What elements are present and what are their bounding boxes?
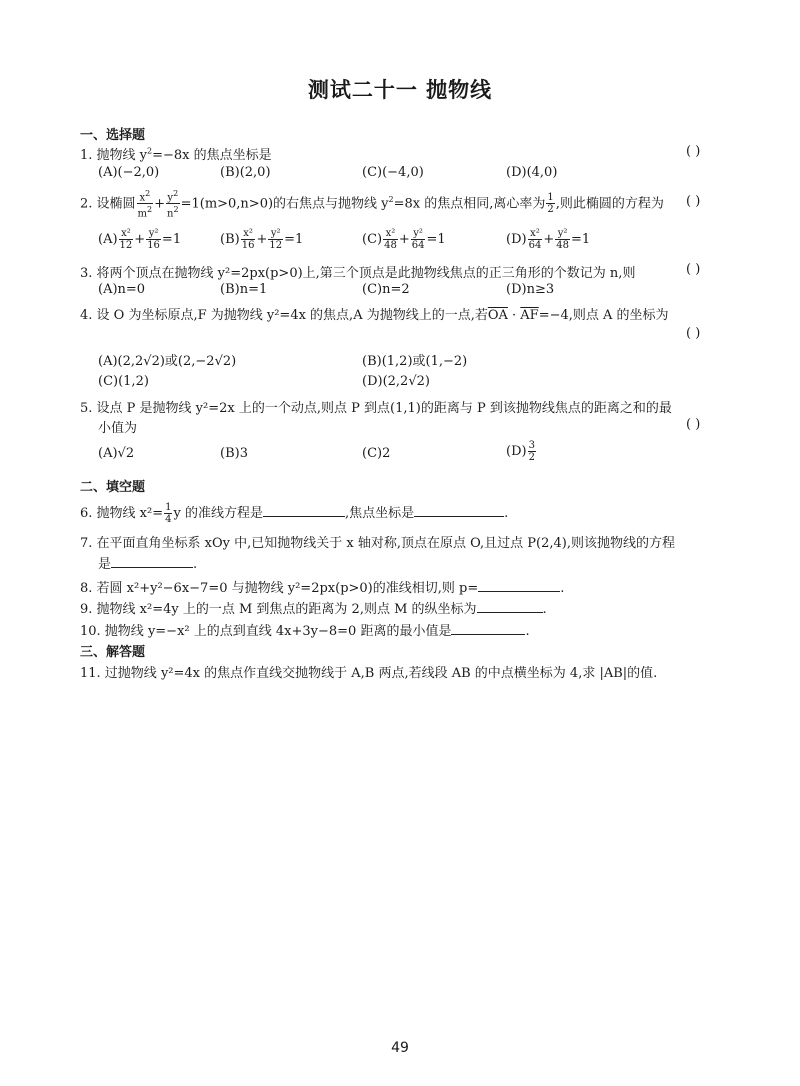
q4-option-d: (D)(2,2√2) bbox=[362, 374, 430, 389]
q6-blank-2[interactable] bbox=[414, 504, 504, 517]
q9-blank[interactable] bbox=[477, 600, 543, 613]
q8-blank[interactable] bbox=[478, 579, 560, 592]
q5-option-a: (A)√2 bbox=[98, 446, 135, 461]
answer-paren-2: ( ) bbox=[686, 194, 701, 209]
question-2-stem: 2. 设椭圆 $\frac{x^2}{m^2}$ + $\frac{y^2}{n^2}$ =1(m>0,n>0)的右焦点与抛物线 $y^2=8x$ 的焦点相同,离心率为 $\frac{1}{2}$ ,则此椭圆的方程为 bbox=[80, 189, 664, 220]
question-8: 8. 若圆 x²+y²−6x−7=0 与抛物线 y²=2px(p>0)的准线相切,则 p= . bbox=[80, 581, 565, 596]
q3-option-c: (C)n=2 bbox=[362, 282, 410, 297]
answer-paren-1: ( ) bbox=[686, 144, 701, 159]
question-6: 6. 抛物线 x²= $\frac{1}{4}$ y 的准线方程是 ,焦点坐标是 . bbox=[80, 502, 509, 525]
q10-blank[interactable] bbox=[451, 622, 525, 635]
question-3-stem: 3. 将两个顶点在抛物线 y²=2px(p>0)上,第三个顶点是此抛物线焦点的正三角形的个数记为 n,则 bbox=[80, 266, 636, 281]
question-5-stem-line-1: 5. 设点 P 是抛物线 y²=2x 上的一个动点,则点 P 到点(1,1)的距离与 P 到该抛物线焦点的距离之和的最 bbox=[80, 401, 672, 416]
section-choice-heading: 一、选择题 bbox=[80, 128, 146, 143]
answer-paren-4: ( ) bbox=[686, 326, 701, 341]
q4-option-a: (A)(2,2√2)或(2,−2√2) bbox=[98, 354, 237, 369]
q7-blank[interactable] bbox=[111, 555, 193, 568]
question-10: 10. 抛物线 y=−x² 上的点到直线 4x+3y−8=0 距离的最小值是 . bbox=[80, 624, 530, 639]
vector-oa: $\overline{OA}$ bbox=[487, 308, 508, 323]
question-7-line-2: 是 . bbox=[98, 557, 198, 572]
answer-paren-3: ( ) bbox=[686, 262, 701, 277]
q5-option-c: (C)2 bbox=[362, 446, 391, 461]
q4-option-b: (B)(1,2)或(1,−2) bbox=[362, 354, 468, 369]
q6-blank-1[interactable] bbox=[263, 504, 345, 517]
q2-option-d: (D) $\frac{\text{x²}}{64}$ + $\frac{\text{y²}}{48}$ =1 bbox=[506, 228, 591, 251]
page-number: 49 bbox=[391, 1040, 409, 1056]
question-7-line-1: 7. 在平面直角坐标系 xOy 中,已知抛物线关于 x 轴对称,顶点在原点 O,且过点 P(2,4),则该抛物线的方程 bbox=[80, 536, 675, 551]
question-9: 9. 抛物线 x²=4y 上的一点 M 到焦点的距离为 2,则点 M 的纵坐标为 . bbox=[80, 602, 547, 617]
q1-option-c: (C)(−4,0) bbox=[362, 165, 424, 180]
q1-option-b: (B)(2,0) bbox=[220, 165, 271, 180]
q3-option-b: (B)n=1 bbox=[220, 282, 268, 297]
section-solve-heading: 三、解答题 bbox=[80, 645, 146, 660]
q1-option-a: (A)(−2,0) bbox=[98, 165, 160, 180]
q3-option-a: (A)n=0 bbox=[98, 282, 146, 297]
q2-option-b: (B) $\frac{\text{x²}}{16}$ + $\frac{\text{y²}}{12}$ =1 bbox=[220, 228, 304, 251]
answer-paren-5: ( ) bbox=[686, 417, 701, 432]
question-11: 11. 过抛物线 y²=4x 的焦点作直线交抛物线于 A,B 两点,若线段 AB 的中点横坐标为 4,求 |AB|的值. bbox=[80, 666, 658, 681]
q3-option-d: (D)n≥3 bbox=[506, 282, 555, 297]
question-1-stem: 1. 抛物线 $y^2=-8x$ 的焦点坐标是 bbox=[80, 146, 272, 163]
q1-option-d: (D)(4,0) bbox=[506, 165, 558, 180]
question-5-stem-line-2: 小值为 bbox=[98, 421, 138, 436]
q2-option-c: (C) $\frac{\text{x²}}{48}$ + $\frac{\text{y²}}{64}$ =1 bbox=[362, 228, 446, 251]
vector-af: $\overline{AF}$ bbox=[520, 308, 539, 323]
q4-option-c: (C)(1,2) bbox=[98, 374, 149, 389]
question-4-stem: 4. 设 O 为坐标原点,F 为抛物线 y²=4x 的焦点,A 为抛物线上的一点,若$\overline{OA} \cdot \overline{AF}=-4$,则点 A 的坐标为 bbox=[80, 308, 669, 323]
q2-option-a: (A) $\frac{\text{x²}}{12}$ + $\frac{\text{y²}}{16}$ =1 bbox=[98, 228, 182, 251]
q5-option-b: (B)3 bbox=[220, 446, 248, 461]
page-title: 测试二十一 抛物线 bbox=[307, 78, 493, 102]
q5-option-d: (D) $\frac{3}{2}$ bbox=[506, 440, 535, 463]
section-fill-heading: 二、填空题 bbox=[80, 480, 146, 495]
